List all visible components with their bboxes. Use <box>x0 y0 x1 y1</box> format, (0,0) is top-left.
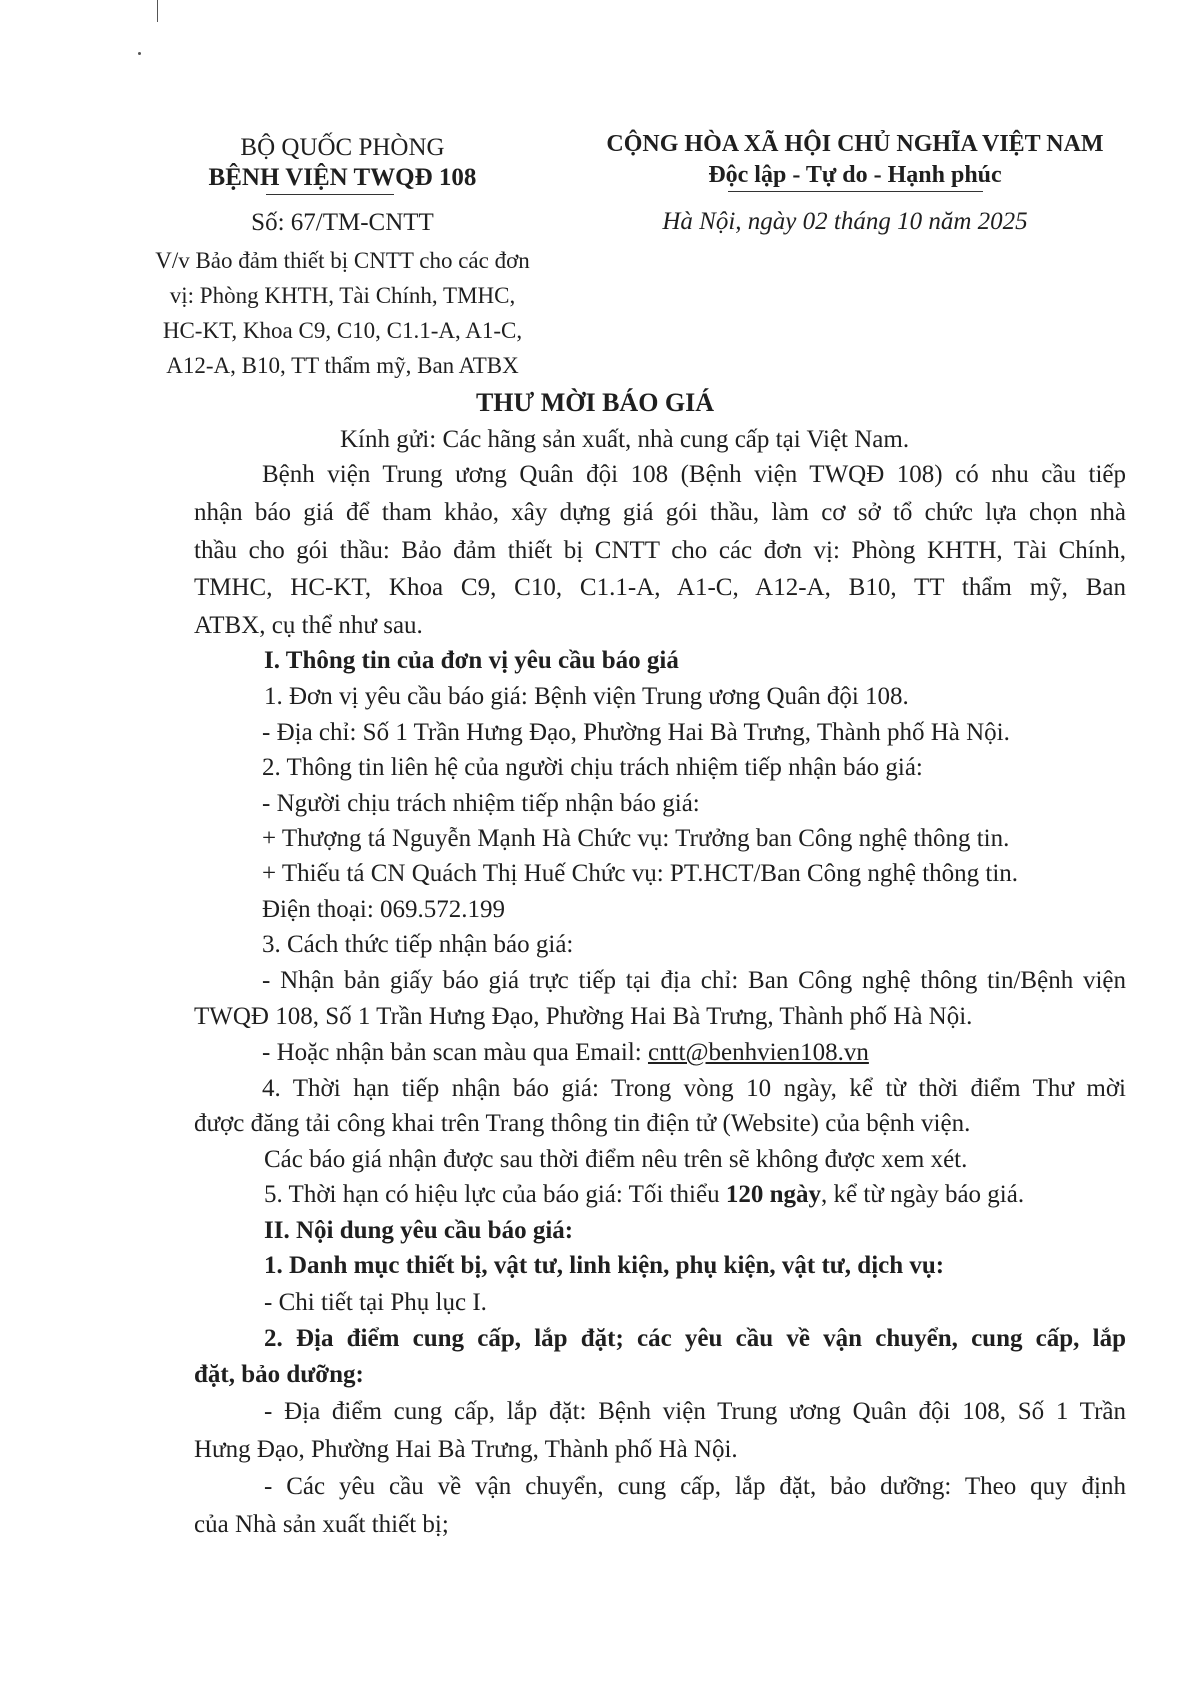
responsible-person-1: + Thượng tá Nguyễn Mạnh Hà Chức vụ: Trưởng ban Công nghệ thông tin. <box>262 825 1010 852</box>
email-link[interactable]: cntt@benhvien108.vn <box>647 1039 869 1066</box>
subsection-2-1-detail: - Chi tiết tại Phụ lục I. <box>264 1289 487 1316</box>
validity-period <box>264 1180 1024 1210</box>
responsible-person-2: + Thiếu tá CN Quách Thị Huế Chức vụ: PT.HCT/Ban Công nghệ thông tin. <box>262 860 1019 887</box>
requirements-line-2: của Nhà sản xuất thiết bị; <box>194 1511 449 1538</box>
section-2-heading: II. Nội dung yêu cầu báo giá: <box>264 1217 574 1244</box>
subject-line-1: V/v Bảo đảm thiết bị CNTT cho các đơn <box>155 248 530 273</box>
scan-dot <box>138 52 141 55</box>
hospital-name: BỆNH VIỆN TWQĐ 108 <box>208 164 477 191</box>
responsible-heading: - Người chịu trách nhiệm tiếp nhận báo giá: <box>262 790 700 817</box>
location-line-1: - Địa điểm cung cấp, lắp đặt: Bệnh viện Trung ương Quân đội 108, Số 1 Trần <box>264 1398 1126 1425</box>
subsection-2-2-line-1: 2. Địa điểm cung cấp, lắp đặt; các yêu cầu về vận chuyển, cung cấp, lắp <box>264 1325 1126 1352</box>
subsection-2-2-line-2: đặt, bảo dưỡng: <box>194 1361 364 1388</box>
unit-address: - Địa chỉ: Số 1 Trần Hưng Đạo, Phường Hai Bà Trưng, Thành phố Hà Nội. <box>262 719 1010 746</box>
email-submission <box>262 1038 869 1068</box>
subject-line-2: vị: Phòng KHTH, Tài Chính, TMHC, <box>169 283 516 308</box>
intro-line-3: thầu cho gói thầu: Bảo đảm thiết bị CNTT cho các đơn vị: Phòng KHTH, Tài Chính, <box>194 537 1126 564</box>
section-1-heading: I. Thông tin của đơn vị yêu cầu báo giá <box>264 647 679 674</box>
motto-underline <box>728 191 983 192</box>
paper-submission-line-2: TWQĐ 108, Số 1 Trần Hưng Đạo, Phường Hai Bà Trưng, Thành phố Hà Nội. <box>194 1003 973 1030</box>
intro-line-2: nhận báo giá để tham khảo, xây dựng giá gói thầu, làm cơ sở tổ chức lựa chọn nhà <box>194 499 1126 526</box>
contact-phone: Điện thoại: 069.572.199 <box>262 896 506 923</box>
validity-suffix: , kể từ ngày báo giá. <box>821 1181 1025 1208</box>
validity-prefix: 5. Thời hạn có hiệu lực của báo giá: Tối thiểu <box>264 1181 726 1208</box>
subject-line-4: A12-A, B10, TT thẩm mỹ, Ban ATBX <box>166 353 519 378</box>
requirements-line-1: - Các yêu cầu về vận chuyển, cung cấp, lắp đặt, bảo dưỡng: Theo quy định <box>264 1473 1126 1500</box>
subsection-2-1: 1. Danh mục thiết bị, vật tư, linh kiện, phụ kiện, vật tư, dịch vụ: <box>264 1252 945 1279</box>
subject-line-3: HC-KT, Khoa C9, C10, C1.1-A, A1-C, <box>162 318 523 343</box>
country-name: CỘNG HÒA XÃ HỘI CHỦ NGHĨA VIỆT NAM <box>606 131 1104 157</box>
method-heading: 3. Cách thức tiếp nhận báo giá: <box>262 931 574 958</box>
intro-line-1: Bệnh viện Trung ương Quân đội 108 (Bệnh viện TWQĐ 108) có nhu cầu tiếp <box>262 461 1126 488</box>
national-motto: Độc lập - Tự do - Hạnh phúc <box>708 162 1002 188</box>
hospital-underline <box>266 194 394 195</box>
validity-days: 120 ngày <box>725 1181 821 1208</box>
document-date: Hà Nội, ngày 02 tháng 10 năm 2025 <box>662 208 1028 235</box>
email-label: - Hoặc nhận bản scan màu qua Email: <box>262 1039 648 1066</box>
requesting-unit: 1. Đơn vị yêu cầu báo giá: Bệnh viện Trung ương Quân đội 108. <box>264 683 909 710</box>
scan-mark <box>157 0 158 22</box>
location-line-2: Hưng Đạo, Phường Hai Bà Trưng, Thành phố Hà Nội. <box>194 1436 738 1463</box>
contact-heading: 2. Thông tin liên hệ của người chịu trách nhiệm tiếp nhận báo giá: <box>262 754 923 781</box>
deadline-line-1: 4. Thời hạn tiếp nhận báo giá: Trong vòng 10 ngày, kể từ thời điểm Thư mời <box>262 1075 1126 1102</box>
document-title: THƯ MỜI BÁO GIÁ <box>475 388 715 417</box>
document-number: Số: 67/TM-CNTT <box>251 209 434 236</box>
recipient: Kính gửi: Các hãng sản xuất, nhà cung cấp tại Việt Nam. <box>340 426 910 453</box>
intro-line-4: TMHC, HC-KT, Khoa C9, C10, C1.1-A, A1-C, A12-A, B10, TT thẩm mỹ, Ban <box>194 574 1126 601</box>
paper-submission-line-1: - Nhận bản giấy báo giá trực tiếp tại địa chỉ: Ban Công nghệ thông tin/Bệnh viện <box>262 967 1126 994</box>
deadline-line-2: được đăng tải công khai trên Trang thông tin điện tử (Website) của bệnh viện. <box>194 1110 971 1137</box>
ministry-name: BỘ QUỐC PHÒNG <box>240 134 445 161</box>
late-submission-note: Các báo giá nhận được sau thời điểm nêu trên sẽ không được xem xét. <box>264 1146 968 1173</box>
intro-line-5: ATBX, cụ thể như sau. <box>194 612 423 639</box>
